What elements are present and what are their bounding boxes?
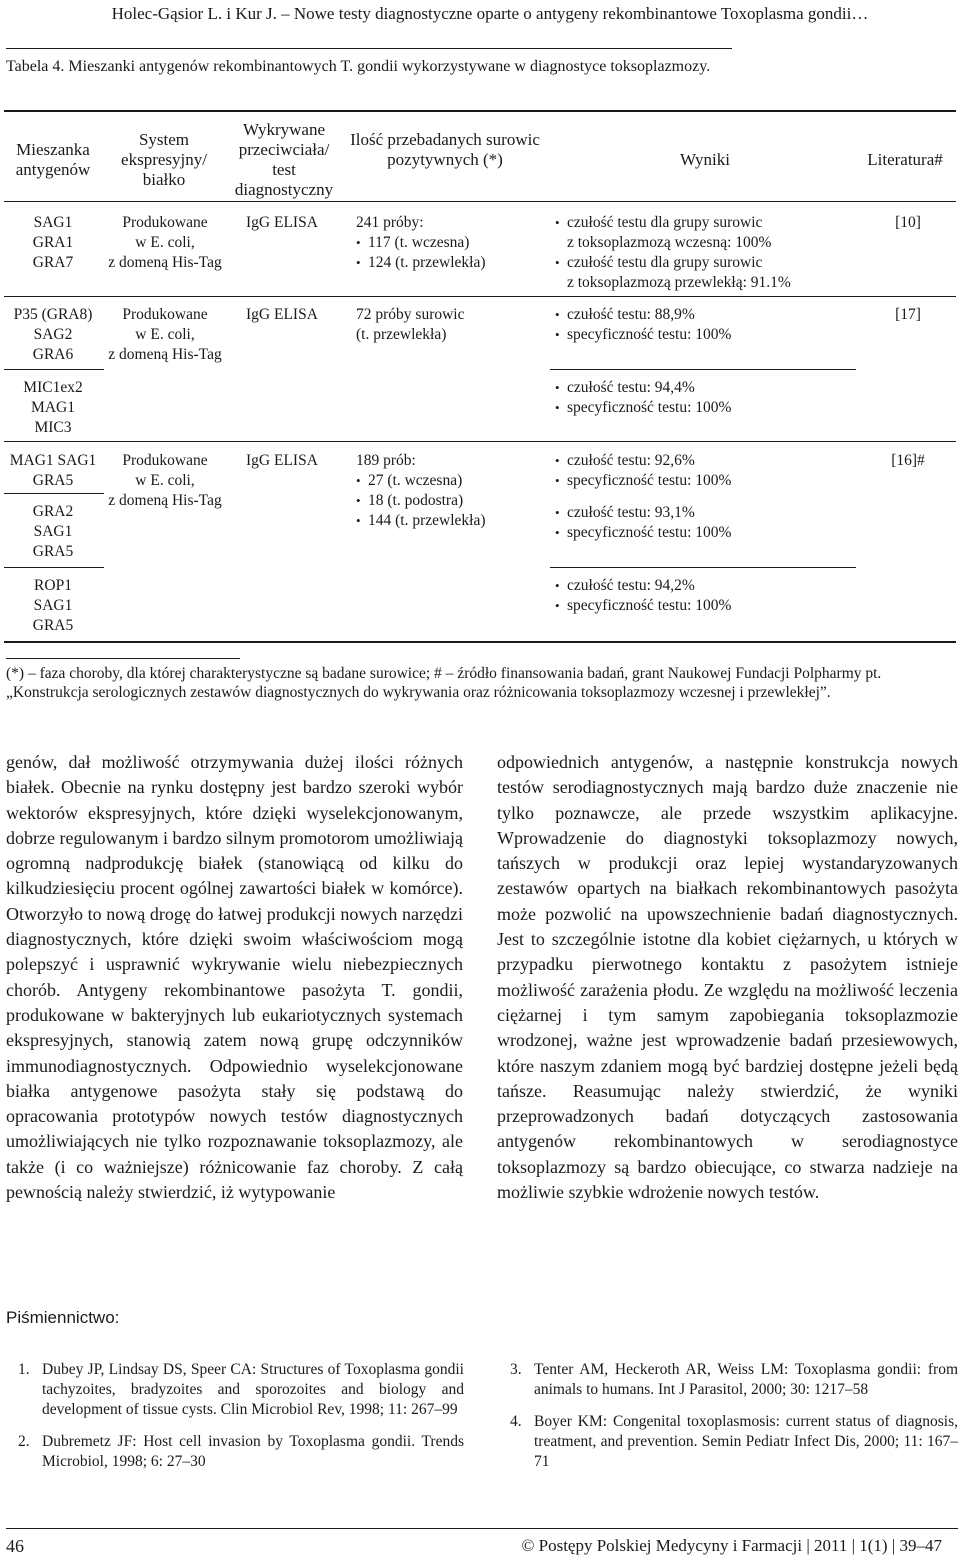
table-cell-count: 189 prób: • 27 (t. wczesna) • 18 (t. podostra) • 144 (t. przewlekła) [356,451,546,531]
table-cell-test: IgG ELISA [246,306,318,323]
journal-footer: © Postępy Polskiej Medycyny i Farmacji | 2011 | 1(1) | 39–47 [521,1536,942,1555]
header-rule [6,48,732,49]
table-cell-system: Produkowane w E. coli, z domeną His-Tag [108,306,222,363]
reference-item: 1. Dubey JP, Lindsay DS, Speer CA: Structures of Toxoplasma gondii tachyzoites, bradyzoites and sporozoites and biology and development of tissue cysts. Clin Microbiol Rev, 1998; 11: 267–99 [18,1361,464,1418]
table-cell-mix: MAG1 SAG1 GRA5 [9,452,97,489]
table-subrule [550,567,856,568]
table-subrule [4,369,104,370]
table-cell-test: IgG ELISA [246,214,318,231]
table-cell-count: 72 próby surowic (t. przewlekła) [356,306,465,343]
table-subrule [4,493,104,494]
table-caption: Tabela 4. Mieszanki antygenów rekombinantowych T. gondii wykorzystywane w diagnostyce toksoplazmozy. [6,58,711,75]
table-cell-results: • czułość testu dla grupy surowic z toksoplazmozą wczesną: 100% • czułość testu dla grupy surowic z toksoplazmozą przewlekłą: 91.1% [555,213,855,293]
table-row-rule [4,441,956,442]
footnote-rule [6,658,240,659]
body-column-left: genów, dał możliwość otrzymywania dużej ilości różnych białek. Obecnie na rynku dostępny jest bardzo szeroki wybór wektorów ekspresyjnych, które dzięki wyselekcjonowanym, dobrze regulowanym i bardzo silnym promotorom umożliwiają ogromną nadprodukcję białek (stanowiącą od kilku do kilkudziesięciu procent ogólnej zawartości białek w komórce). Otworzyło to nową drogę do łatwej produkcji nowych narzędzi diagnostycznych, które dzięki swoim właściwościom mogą polepszyć i usprawnić wykrywanie wielu niebezpiecznych chorób. Antygeny rekombinantowe pasożyta T. gondii, produkowane w bakteryjnych lub eukariotycznych systemach ekspresyjnych, stanowią zatem nową grupę odczynników immunodiagnostycznych. Odpowiednio wyselekcjonowane białka antygenowe pasożyta stały się podstawą do opracowania prototypów nowych testów diagnostycznych umożliwiających nie tylko rozpoznawanie toksoplazmozy, ale także (i co ważniejsze) różnicowanie faz choroby. Z całą pewnością należy stwierdzić, iż wytypowanie [6,752,463,1203]
table-cell-test: IgG ELISA [246,452,318,469]
table-cell-literature: [16]# [891,452,925,469]
table-footnote: (*) – faza choroby, dla której charakterystyczne są badane surowice; # – źródło finansowania badań, grant Naukowej Fundacji Polpharmy pt. „Konstrukcja serologicznych zestawów diagnostycznych do wykrywania oraz różnicowania toksoplazmozy wczesnej i przewlekłej”. [6,665,882,701]
reference-item: 2. Dubremetz JF: Host cell invasion by Toxoplasma gondii. Trends Microbiol, 1998; 6: 27–30 [18,1433,464,1470]
table-cell-system: Produkowane w E. coli, z domeną His-Tag [108,214,222,271]
running-header: Holec-Gąsior L. i Kur J. – Nowe testy diagnostyczne oparte o antygeny rekombinantowe Toxoplasma gondii… [111,4,869,23]
table-cell-mix: MIC1ex2 MAG1 MIC3 [23,379,83,436]
table-cell-results: • czułość testu: 88,9% • specyficzność testu: 100% [555,305,855,345]
col-header-literature: Literatura# [867,150,943,169]
footer-rule [6,1528,958,1529]
references-right [510,1360,958,1484]
table-cell-system: Produkowane w E. coli, z domeną His-Tag [108,452,222,509]
reference-item: 3. Tenter AM, Heckeroth AR, Weiss LM: Toxoplasma gondii: from animals to humans. Int J Parasitol, 2000; 30: 1217–58 [510,1361,958,1398]
table-cell-results: • czułość testu: 93,1% • specyficzność testu: 100% [555,503,855,543]
col-header-system: System ekspresyjny/ białko [121,130,207,189]
col-header-count: Ilość przebadanych surowic pozytywnych (*) [350,130,540,169]
body-column-right: odpowiednich antygenów, a następnie konstrukcja nowych testów serodiagnostycznych mają bardzo duże znaczenie nie tylko poznawcze, ale przede wszystkim aplikacyjne. Wprowadzenie do diagnostyki toksoplazmozy nowych, tańszych w produkcji oraz lepiej wystandaryzowanych zestawów opartych na białkach rekombinantowych pasożyta może pozwolić na upowszechnienie badań diagnostycznych. Jest to szczególnie istotne dla kobiet ciężarnych, u których w przypadku pierwotnego kontaktu z pasożytem istnieje możliwość zarażenia płodu. Ze względu na możliwość leczenia ciężarnej i tym samym zapobiegania toksoplazmozie wrodzonej, ważne jest wprowadzenie badań przesiewowych, które naszym zdaniem mogą być bardziej dostępne jeżeli będą tańsze. Reasumując należy stwierdzić, że wyniki przeprowadzonych badań dotyczących zastosowania antygenów rekombinantowych w serodiagnostyce toksoplazmozy są bardzo obiecujące, co stwarza nadzieje na możliwie szybkie wdrożenie nowych testów. [497,752,958,1203]
references-left [18,1360,464,1484]
table-cell-results: • czułość testu: 94,4% • specyficzność testu: 100% [555,378,855,418]
table-cell-literature: [17] [895,306,921,323]
col-header-detected: Wykrywane przeciwciała/ test diagnostyczny [234,120,334,199]
table-cell-mix: ROP1 SAG1 GRA5 [32,577,74,634]
reference-item: 4. Boyer KM: Congenital toxoplasmosis: current status of diagnosis, treatment, and prevention. Semin Pediatr Infect Dis, 2000; 11: 167–71 [510,1413,958,1470]
table-cell-results: • czułość testu: 92,6% • specyficzność testu: 100% [555,451,855,491]
table-subrule [550,369,856,370]
table-cell-mix: SAG1 GRA1 GRA7 [32,214,74,271]
col-header-results: Wyniki [680,150,730,169]
table-cell-mix: P35 (GRA8) SAG2 GRA6 [13,306,93,363]
table-top-rule [4,110,956,112]
table-bottom-rule [4,641,956,643]
table-cell-mix: GRA2 SAG1 GRA5 [32,503,74,560]
page-number: 46 [6,1536,24,1556]
table-cell-count: 241 próby: • 117 (t. wczesna) • 124 (t. przewlekła) [356,213,546,273]
table-row-rule [4,296,956,297]
table-header-rule [4,201,956,202]
references-heading: Piśmiennictwo: [6,1308,120,1327]
table-subrule [4,567,104,568]
col-header-mix: Mieszanka antygenów [15,140,91,179]
table-cell-results: • czułość testu: 94,2% • specyficzność testu: 100% [555,576,855,616]
table-cell-literature: [10] [895,214,921,231]
